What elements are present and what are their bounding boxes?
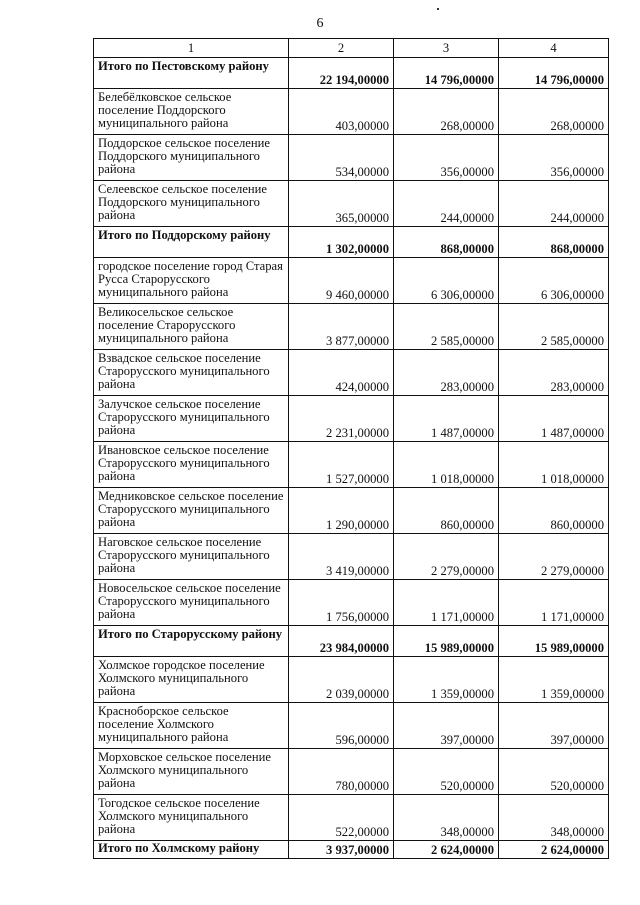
- value-col2-cell: 3 937,00000: [289, 841, 394, 859]
- value-col2-cell: 1 290,00000: [289, 488, 394, 534]
- table-row: [94, 488, 609, 534]
- table-row: [94, 657, 609, 703]
- table-row: [94, 749, 609, 795]
- value-col3-cell: 397,00000: [394, 703, 499, 749]
- value-col2-cell: 3 419,00000: [289, 534, 394, 580]
- municipality-name-cell: Медниковское сельское поселение Старорусского муниципального района: [94, 488, 289, 534]
- table-row: [94, 703, 609, 749]
- value-col4-cell: 1 018,00000: [499, 442, 609, 488]
- municipality-name-cell: Холмское городское поселение Холмского муниципального района: [94, 657, 289, 703]
- value-col2-cell: 9 460,00000: [289, 258, 394, 304]
- value-col3-cell: 348,00000: [394, 795, 499, 841]
- value-col4-cell: 1 359,00000: [499, 657, 609, 703]
- municipality-name-cell: Новосельское сельское поселение Старорусского муниципального района: [94, 580, 289, 626]
- value-col4-cell: 520,00000: [499, 749, 609, 795]
- value-col3-cell: 1 018,00000: [394, 442, 499, 488]
- value-col4-cell: 348,00000: [499, 795, 609, 841]
- value-col2-cell: 22 194,00000: [289, 58, 394, 89]
- value-col4-cell: 397,00000: [499, 703, 609, 749]
- table-row: [94, 396, 609, 442]
- value-col4-cell: 15 989,00000: [499, 626, 609, 657]
- value-col3-cell: 1 359,00000: [394, 657, 499, 703]
- table-row: [94, 304, 609, 350]
- column-header-1: 1: [94, 39, 289, 58]
- value-col3-cell: 6 306,00000: [394, 258, 499, 304]
- value-col2-cell: 3 877,00000: [289, 304, 394, 350]
- column-header-4: 4: [499, 39, 609, 58]
- value-col4-cell: 1 171,00000: [499, 580, 609, 626]
- value-col2-cell: 23 984,00000: [289, 626, 394, 657]
- table-header-row: [94, 39, 609, 58]
- table-row: [94, 580, 609, 626]
- table-row: [94, 795, 609, 841]
- municipality-name-cell: городское поселение город Старая Русса Старорусского муниципального района: [94, 258, 289, 304]
- value-col4-cell: 6 306,00000: [499, 258, 609, 304]
- value-col2-cell: 2 231,00000: [289, 396, 394, 442]
- value-col3-cell: 1 487,00000: [394, 396, 499, 442]
- value-col4-cell: 244,00000: [499, 181, 609, 227]
- table-row: [94, 350, 609, 396]
- municipality-name-cell: Итого по Пестовскому району: [94, 58, 289, 89]
- value-col3-cell: 2 624,00000: [394, 841, 499, 859]
- table-row: [94, 89, 609, 135]
- municipality-name-cell: Взвадское сельское поселение Старорусского муниципального района: [94, 350, 289, 396]
- value-col4-cell: 868,00000: [499, 227, 609, 258]
- value-col2-cell: 1 302,00000: [289, 227, 394, 258]
- table-row: [94, 181, 609, 227]
- municipality-name-cell: Ивановское сельское поселение Старорусского муниципального района: [94, 442, 289, 488]
- table-total-row: [94, 227, 609, 258]
- value-col4-cell: 14 796,00000: [499, 58, 609, 89]
- municipality-name-cell: Итого по Старорусскому району: [94, 626, 289, 657]
- table-body: [94, 39, 609, 859]
- value-col3-cell: 2 585,00000: [394, 304, 499, 350]
- value-col4-cell: 356,00000: [499, 135, 609, 181]
- value-col2-cell: 534,00000: [289, 135, 394, 181]
- table-total-row: [94, 58, 609, 89]
- value-col4-cell: 2 585,00000: [499, 304, 609, 350]
- municipality-name-cell: Итого по Холмскому району: [94, 841, 289, 859]
- municipality-name-cell: Залучское сельское поселение Старорусского муниципального района: [94, 396, 289, 442]
- value-col2-cell: 1 527,00000: [289, 442, 394, 488]
- value-col2-cell: 1 756,00000: [289, 580, 394, 626]
- allocation-table: [93, 38, 609, 859]
- value-col3-cell: 283,00000: [394, 350, 499, 396]
- municipality-name-cell: Белебёлковское сельское поселение Поддорского муниципального района: [94, 89, 289, 135]
- value-col2-cell: 780,00000: [289, 749, 394, 795]
- value-col3-cell: 1 171,00000: [394, 580, 499, 626]
- value-col2-cell: 403,00000: [289, 89, 394, 135]
- value-col3-cell: 868,00000: [394, 227, 499, 258]
- municipality-name-cell: Тогодское сельское поселение Холмского муниципального района: [94, 795, 289, 841]
- value-col4-cell: 268,00000: [499, 89, 609, 135]
- municipality-name-cell: Красноборское сельское поселение Холмского муниципального района: [94, 703, 289, 749]
- value-col2-cell: 2 039,00000: [289, 657, 394, 703]
- column-header-2: 2: [289, 39, 394, 58]
- value-col3-cell: 15 989,00000: [394, 626, 499, 657]
- municipality-name-cell: Морховское сельское поселение Холмского муниципального района: [94, 749, 289, 795]
- value-col3-cell: 14 796,00000: [394, 58, 499, 89]
- value-col3-cell: 268,00000: [394, 89, 499, 135]
- municipality-name-cell: Наговское сельское поселение Старорусского муниципального района: [94, 534, 289, 580]
- table-row: [94, 258, 609, 304]
- value-col2-cell: 522,00000: [289, 795, 394, 841]
- table-row: [94, 534, 609, 580]
- value-col2-cell: 365,00000: [289, 181, 394, 227]
- value-col3-cell: 356,00000: [394, 135, 499, 181]
- value-col3-cell: 520,00000: [394, 749, 499, 795]
- table-row: [94, 135, 609, 181]
- table-total-row: [94, 841, 609, 859]
- column-header-3: 3: [394, 39, 499, 58]
- value-col4-cell: 2 624,00000: [499, 841, 609, 859]
- value-col2-cell: 596,00000: [289, 703, 394, 749]
- value-col2-cell: 424,00000: [289, 350, 394, 396]
- page-number: 6: [316, 16, 324, 31]
- table-row: [94, 442, 609, 488]
- value-col4-cell: 2 279,00000: [499, 534, 609, 580]
- municipality-name-cell: Селеевское сельское поселение Поддорского муниципального района: [94, 181, 289, 227]
- value-col4-cell: 1 487,00000: [499, 396, 609, 442]
- value-col3-cell: 860,00000: [394, 488, 499, 534]
- value-col4-cell: 860,00000: [499, 488, 609, 534]
- value-col4-cell: 283,00000: [499, 350, 609, 396]
- municipality-name-cell: Поддорское сельское поселение Поддорского муниципального района: [94, 135, 289, 181]
- value-col3-cell: 2 279,00000: [394, 534, 499, 580]
- municipality-name-cell: Итого по Поддорскому району: [94, 227, 289, 258]
- table-total-row: [94, 626, 609, 657]
- scan-speck: [437, 8, 439, 10]
- value-col3-cell: 244,00000: [394, 181, 499, 227]
- municipality-name-cell: Великосельское сельское поселение Старорусского муниципального района: [94, 304, 289, 350]
